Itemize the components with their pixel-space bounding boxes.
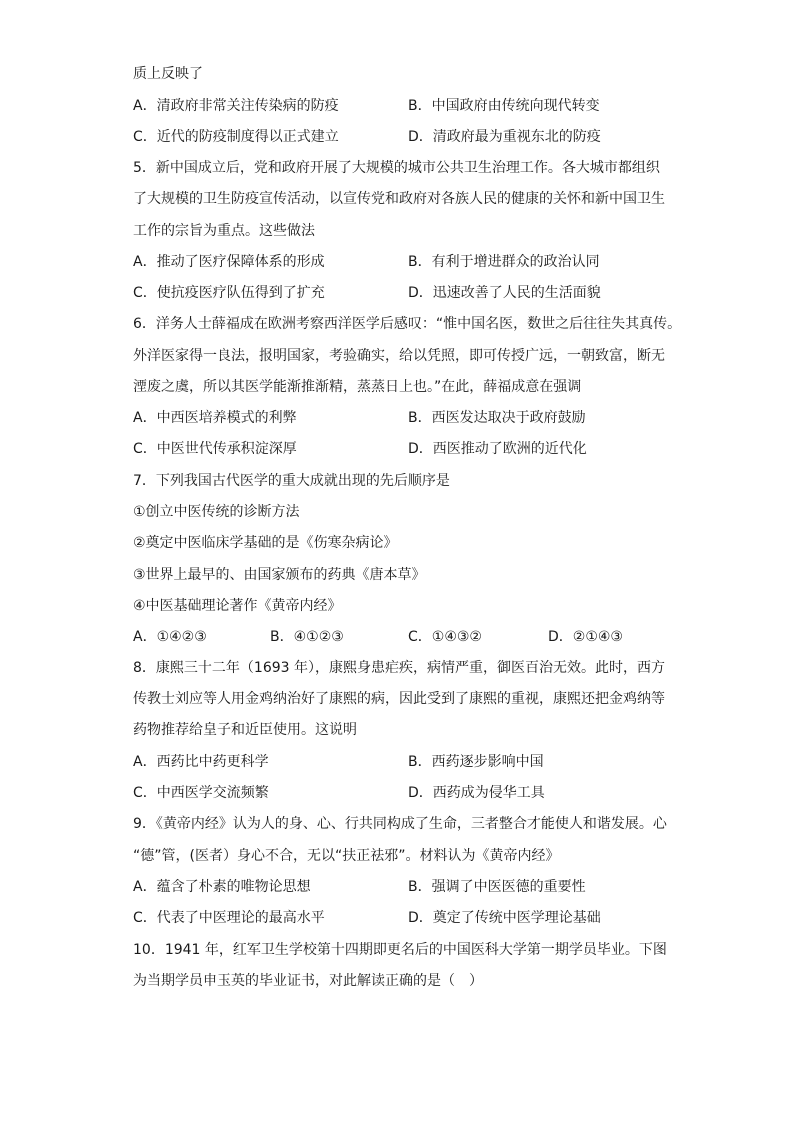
- q6-option-row: [133, 439, 663, 459]
- q5-stem-line: 5．新中国成立后，党和政府开展了大规模的城市公共卫生治理工作。各大城市都组织: [133, 160, 660, 176]
- q4-option-d: D．清政府最为重视东北的防疫: [408, 129, 601, 145]
- q5-option-b: B．有利于增进群众的政治认同: [408, 254, 600, 270]
- q8-stem-line: 传教士刘应等人用金鸡纳治好了康熙的病，因此受到了康熙的重视，康熙还把金鸡纳等: [133, 691, 665, 707]
- q10-stem-line: 10．1941 年，红军卫生学校第十四期即更名后的中国医科大学第一期学员毕业。下图: [133, 942, 667, 958]
- q7-option-b: B．④①②③: [270, 629, 344, 645]
- q7-option-d: D．②①④③: [548, 629, 623, 645]
- q7-item: ④中医基础理论著作《黄帝内经》: [133, 598, 342, 614]
- q4-option-row: [133, 96, 663, 116]
- q6-option-d: D．西医推动了欧洲的近代化: [408, 441, 587, 457]
- q5-stem-line: 工作的宗旨为重点。这些做法: [133, 223, 315, 239]
- q6-stem-line: 湮废之虞，所以其医学能渐推渐精，蒸蒸日上也。”在此，薛福成意在强调: [133, 379, 582, 395]
- q9-stem-line: “德”管，(医者）身心不合，无以“扶正祛邪”。材料认为《黄帝内经》: [133, 848, 560, 864]
- q7-stem-line: 7．下列我国古代医学的重大成就出现的先后顺序是: [133, 473, 450, 489]
- q4-option-a: A．清政府非常关注传染病的防疫: [133, 98, 339, 114]
- q7-item: ②奠定中医临床学基础的是《伤寒杂病论》: [133, 535, 398, 551]
- q9-option-a: A．蕴含了朴素的唯物论思想: [133, 879, 311, 895]
- q5-option-row: [133, 252, 663, 272]
- q6-stem-line: 6．洋务人士薛福成在欧洲考察西洋医学后感叹：“惟中国名医，数世之后往往失其真传。: [133, 316, 682, 332]
- q4-option-c: C．近代的防疫制度得以正式建立: [133, 129, 339, 145]
- q8-option-row: [133, 752, 663, 772]
- q5-stem-line: 了大规模的卫生防疫宣传活动，以宣传党和政府对各族人民的健康的关怀和新中国卫生: [133, 191, 665, 207]
- q9-option-b: B．强调了中医医德的重要性: [408, 879, 586, 895]
- q6-option-b: B．西医发达取决于政府鼓励: [408, 410, 586, 426]
- q6-option-row: [133, 408, 663, 428]
- q5-option-c: C．使抗疫医疗队伍得到了扩充: [133, 285, 325, 301]
- q9-option-d: D．奠定了传统中医学理论基础: [408, 910, 601, 926]
- q9-option-row: [133, 908, 663, 928]
- q6-option-c: C．中医世代传承积淀深厚: [133, 441, 297, 457]
- q10-stem-line: 为当期学员申玉英的毕业证书，对此解读正确的是（ ）: [133, 973, 483, 989]
- q9-option-row: [133, 877, 663, 897]
- q8-option-row: [133, 783, 663, 803]
- q8-option-b: B．西药逐步影响中国: [408, 754, 544, 770]
- q7-option-c: C．①④③②: [408, 629, 482, 645]
- q9-option-c: C．代表了中医理论的最高水平: [133, 910, 325, 926]
- q8-option-c: C．中西医学交流频繁: [133, 785, 269, 801]
- q7-option-row: [133, 627, 663, 647]
- q9-stem-line: 9．《黄帝内经》认为人的身、心、行共同构成了生命，三者整合才能使人和谐发展。心: [133, 816, 667, 832]
- q6-option-a: A．中西医培养模式的利弊: [133, 410, 297, 426]
- q8-stem-line: 8．康熙三十二年（1693 年），康熙身患疟疾，病情严重，御医百治无效。此时，西方: [133, 660, 665, 676]
- q5-option-row: [133, 283, 663, 303]
- q5-option-a: A．推动了医疗保障体系的形成: [133, 254, 325, 270]
- q7-option-a: A．①④②③: [133, 629, 207, 645]
- q6-stem-line: 外洋医家得一良法，报明国家，考验确实，给以凭照，即可传授广远，一朝致富，断无: [133, 348, 665, 364]
- q8-option-a: A．西药比中药更科学: [133, 754, 269, 770]
- q7-item: ①创立中医传统的诊断方法: [133, 504, 300, 520]
- q5-option-d: D．迅速改善了人民的生活面貌: [408, 285, 601, 301]
- q4-option-row: [133, 127, 663, 147]
- q7-item: ③世界上最早的、由国家颁布的药典《唐本草》: [133, 567, 426, 583]
- q8-stem-line: 药物推荐给皇子和近臣使用。这说明: [133, 722, 357, 738]
- question-stem-tail: 质上反映了: [133, 66, 203, 82]
- q8-option-d: D．西药成为侵华工具: [408, 785, 545, 801]
- q4-option-b: B．中国政府由传统向现代转变: [408, 98, 600, 114]
